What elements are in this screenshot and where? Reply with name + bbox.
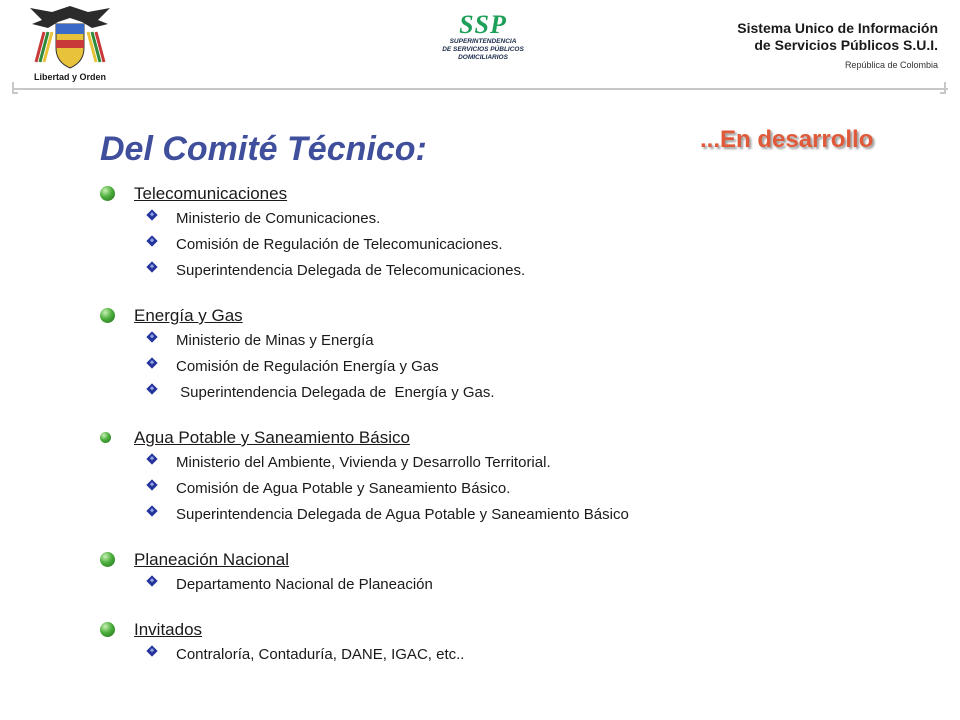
list-item bbox=[96, 476, 936, 502]
item-text: Ministerio de Comunicaciones. bbox=[176, 210, 381, 227]
ssp-logo-text: SSP bbox=[459, 10, 507, 39]
ssp-logo bbox=[428, 12, 538, 82]
list-item bbox=[96, 572, 936, 598]
header-divider bbox=[12, 88, 948, 90]
sui-title-line-2: de Servicios Públicos S.U.I. bbox=[754, 37, 938, 53]
diamond-bullet-icon bbox=[146, 575, 157, 586]
section-energia-gas bbox=[96, 304, 936, 406]
page-title: Del Comité Técnico: bbox=[100, 130, 427, 168]
section-telecomunicaciones bbox=[96, 182, 936, 284]
list-item bbox=[96, 258, 936, 284]
ssp-line-1: SUPERINTENDENCIA bbox=[449, 38, 517, 45]
ssp-line-3: DOMICILIARIOS bbox=[458, 54, 508, 61]
section-heading bbox=[96, 182, 936, 206]
diamond-bullet-icon bbox=[146, 479, 157, 490]
list-item bbox=[96, 380, 936, 406]
list-item bbox=[96, 354, 936, 380]
item-text: Comisión de Agua Potable y Saneamiento Básico. bbox=[176, 480, 511, 497]
item-text: Superintendencia Delegada de Agua Potable y Saneamiento Básico bbox=[176, 506, 629, 523]
green-bullet-icon bbox=[100, 432, 111, 443]
diamond-bullet-icon bbox=[146, 235, 157, 246]
diamond-bullet-icon bbox=[146, 453, 157, 464]
diamond-bullet-icon bbox=[146, 645, 157, 656]
coat-of-arms-icon bbox=[22, 2, 118, 72]
header-rule-end bbox=[940, 82, 946, 94]
ssp-line-2: DE SERVICIOS PÚBLICOS bbox=[442, 46, 524, 53]
item-text: Comisión de Regulación Energía y Gas bbox=[176, 358, 439, 375]
diamond-bullet-icon bbox=[146, 261, 157, 272]
sui-title-line-1: Sistema Unico de Información bbox=[737, 20, 938, 36]
list-item bbox=[96, 642, 936, 668]
green-bullet-icon bbox=[100, 186, 115, 201]
section-heading bbox=[96, 618, 936, 642]
committee-list bbox=[96, 182, 936, 688]
section-heading bbox=[96, 548, 936, 572]
diamond-bullet-icon bbox=[146, 357, 157, 368]
list-item bbox=[96, 450, 936, 476]
item-text: Ministerio del Ambiente, Vivienda y Desarrollo Territorial. bbox=[176, 454, 551, 471]
diamond-bullet-icon bbox=[146, 505, 157, 516]
list-item bbox=[96, 502, 936, 528]
header bbox=[0, 0, 960, 100]
list-item bbox=[96, 232, 936, 258]
item-text: Superintendencia Delegada de Energía y Gas. bbox=[176, 384, 495, 401]
section-label: Planeación Nacional bbox=[134, 550, 289, 569]
diamond-bullet-icon bbox=[146, 383, 157, 394]
item-text: Ministerio de Minas y Energía bbox=[176, 332, 374, 349]
section-label: Invitados bbox=[134, 620, 203, 639]
green-bullet-icon bbox=[100, 552, 115, 567]
section-label: Telecomunicaciones bbox=[134, 184, 288, 203]
coat-caption: Libertad y Orden bbox=[33, 72, 106, 82]
green-bullet-icon bbox=[100, 308, 115, 323]
green-bullet-icon bbox=[100, 622, 115, 637]
list-item bbox=[96, 328, 936, 354]
status-note: ...En desarrollo bbox=[700, 126, 874, 153]
section-heading bbox=[96, 426, 936, 450]
section-agua-potable bbox=[96, 426, 936, 528]
sui-subtitle: República de Colombia bbox=[844, 60, 938, 70]
diamond-bullet-icon bbox=[146, 331, 157, 342]
diamond-bullet-icon bbox=[146, 209, 157, 220]
item-text: Contraloría, Contaduría, DANE, IGAC, etc.. bbox=[176, 646, 465, 663]
section-invitados bbox=[96, 618, 936, 668]
coat-of-arms-logo bbox=[22, 2, 118, 92]
item-text: Departamento Nacional de Planeación bbox=[176, 576, 433, 593]
section-label: Agua Potable y Saneamiento Básico bbox=[134, 428, 410, 447]
sui-branding bbox=[737, 20, 938, 70]
item-text: Comisión de Regulación de Telecomunicaciones. bbox=[176, 236, 503, 253]
section-planeacion-nacional bbox=[96, 548, 936, 598]
list-item bbox=[96, 206, 936, 232]
section-heading bbox=[96, 304, 936, 328]
section-label: Energía y Gas bbox=[134, 306, 243, 325]
item-text: Superintendencia Delegada de Telecomunicaciones. bbox=[176, 262, 526, 279]
